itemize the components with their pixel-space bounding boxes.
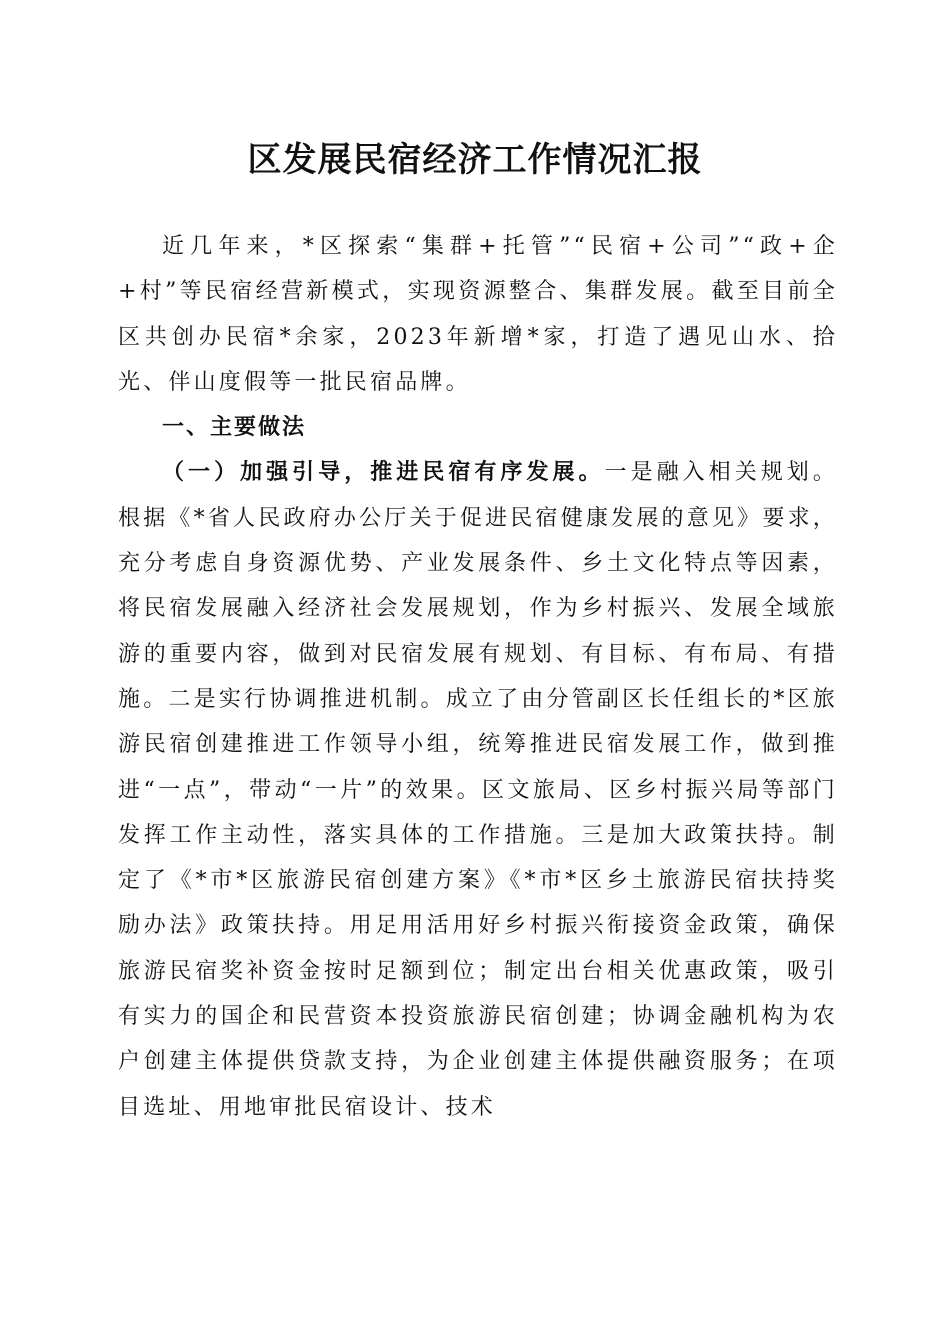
document-body [118,224,838,1130]
document-title: 区发展民宿经济工作情况汇报 [247,140,703,180]
subsection-heading: （一）加强引导，推进民宿有序发展。 [162,459,605,486]
subsection-paragraph [118,450,838,1129]
subsection-body-text: 一是融入相关规划。根据《*省人民政府办公厅关于促进民宿健康发展的意见》要求，充分考虑自身资源优势、产业发展条件、乡土文化特点等因素，将民宿发展融入经济社会发展规划，作为乡村振兴、发展全域旅游的重要内容，做到对民宿发展有规划、有目标、有布局、有措施。二是实行协调推进机制。成立了由分管副区长任组长的*区旅游民宿创建推进工作领导小组，统筹推进民宿发展工作，做到推进“一点”，带动“一片”的效果。区文旅局、区乡村振兴局等部门发挥工作主动性，落实具体的工作措施。三是加大政策扶持。制定了《*市*区旅游民宿创建方案》《*市*区乡土旅游民宿扶持奖励办法》政策扶持。用足用活用好乡村振兴衔接资金政策，确保旅游民宿奖补资金按时足额到位；制定出台相关优惠政策，吸引有实力的国企和民营资本投资旅游民宿创建；协调金融机构为农户创建主体提供贷款支持，为企业创建主体提供融资服务；在项目选址、用地审批民宿设计、技术 [118,460,838,1120]
section-heading-main-practices: 一、主要做法 [162,415,307,441]
intro-paragraph: 近几年来，*区探索“集群+托管”“民宿+公司”“政+企+村”等民宿经营新模式，实现资源整合、集群发展。截至目前全区共创办民宿*余家，2023年新增*家，打造了遇见山水、拾光、伴山度假等一批民宿品牌。 [118,234,838,395]
